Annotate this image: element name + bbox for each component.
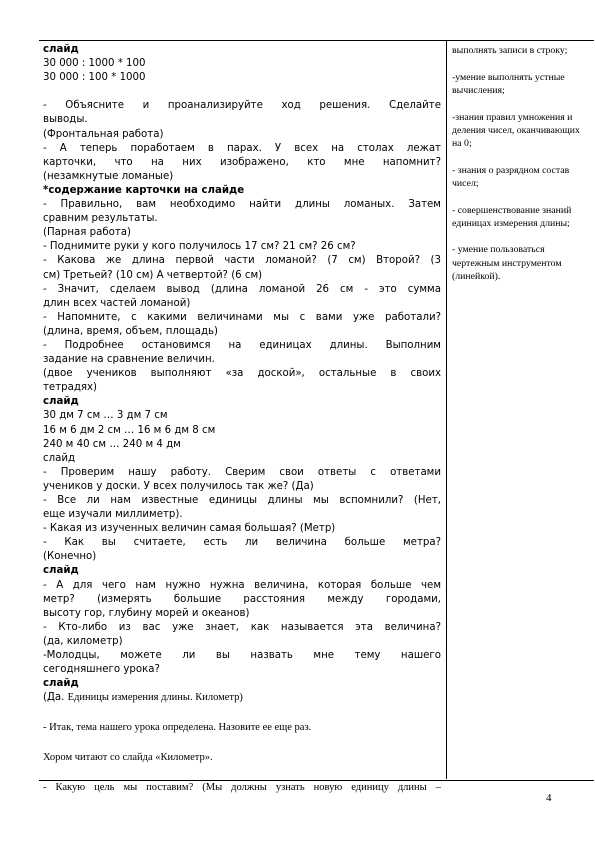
paragraph-prefix: (Да. xyxy=(43,692,68,704)
script-line: 30 000 : 1000 * 100 xyxy=(43,58,146,70)
script-line: еще изучали миллиметр). xyxy=(43,509,183,521)
paragraph-text: - Какую цель мы поставим? (Мы должны узнать новую единицу длины – xyxy=(43,782,441,794)
paragraph-gap xyxy=(43,765,441,781)
slide-heading: слайд xyxy=(43,565,79,577)
skill-item xyxy=(452,243,594,283)
script-line: - Правильно, вам необходимо найти длины ломаных. Затем xyxy=(43,199,441,211)
skill-line: деления чисел, оканчивающих xyxy=(452,124,580,136)
script-line: - Какова же длина первой части ломаной? (7 см) Второй? (3 xyxy=(43,255,441,267)
script-line: учеников у доски. У всех получилось так же? (Да) xyxy=(43,480,314,492)
skill-item xyxy=(452,71,594,97)
script-line: слайд xyxy=(43,452,76,464)
lesson-script-column xyxy=(43,43,441,795)
script-line: 240 м 40 см … 240 м 4 дм xyxy=(43,438,181,450)
skills-column xyxy=(452,44,594,296)
script-line: - Кто-либо из вас уже знает, как называется эта величина? xyxy=(43,621,441,633)
lesson-script-lines xyxy=(43,43,441,691)
skill-line: - совершенствование знаний xyxy=(452,204,572,216)
skill-line: - знания о разрядном состав xyxy=(452,164,570,176)
paragraph-text: - Итак, тема нашего урока определена. Назовите ее еще раз. xyxy=(43,722,312,734)
skill-line: -знания правил умножения и xyxy=(452,111,573,123)
script-line: метр? (измерять большие расстояния между городами, xyxy=(43,593,441,605)
paragraph-text: Хором читают со слайда «Километр». xyxy=(43,752,213,764)
script-line: - Объясните и проанализируйте ход решения. Сделайте xyxy=(43,100,441,112)
skill-item xyxy=(452,204,594,230)
skill-item xyxy=(452,44,594,57)
lesson-script-serif-lines xyxy=(43,691,441,795)
script-line: см) Третьей? (10 см) А четвертой? (6 см) xyxy=(43,269,263,281)
paragraph-gap xyxy=(43,705,441,721)
slide-heading: слайд xyxy=(43,678,79,690)
script-line: длин всех частей ломаной) xyxy=(43,297,191,309)
skill-line: на 0; xyxy=(452,137,472,149)
script-paragraph xyxy=(43,781,441,795)
script-line: (Парная работа) xyxy=(43,227,131,239)
script-line: тетрадях) xyxy=(43,382,98,394)
skill-item xyxy=(452,164,594,190)
script-line: - А для чего нам нужно нужна величина, которая больше чем xyxy=(43,579,441,591)
script-line: (Фронтальная работа) xyxy=(43,128,164,140)
script-line: 30 дм 7 см … 3 дм 7 см xyxy=(43,410,168,422)
script-line: - А теперь поработаем в парах. У всех на столах лежат xyxy=(43,142,441,154)
script-line: - Все ли нам известные единицы длины мы вспомнили? (Нет, xyxy=(43,495,441,506)
script-line: высоту гор, глубину морей и океанов) xyxy=(43,607,250,619)
script-line: (двое учеников выполняют «за доской», остальные в своих xyxy=(43,368,441,380)
slide-heading: слайд xyxy=(43,396,79,408)
script-line: - Какая из изученных величин самая большая? (Метр) xyxy=(43,523,336,535)
column-divider xyxy=(446,40,447,779)
script-line: сравним результаты. xyxy=(43,213,158,225)
script-line: - Напомните, с какими величинами мы с вами уже работали? xyxy=(43,311,441,323)
script-line: -Молодцы, можете ли вы назвать мне тему нашего xyxy=(43,650,441,662)
skill-line: -умение выполнять устные xyxy=(452,71,565,83)
slide-heading: слайд xyxy=(43,44,79,55)
page-number: 4 xyxy=(546,792,552,804)
script-line: карточки, что на них изображено, кто мне напомнит? xyxy=(43,156,441,168)
script-line: 30 000 : 100 * 1000 xyxy=(43,72,146,84)
script-line: 16 м 6 дм 2 см … 16 м 6 дм 8 см xyxy=(43,424,216,436)
skill-line: чертежным инструментом xyxy=(452,257,562,269)
skill-item xyxy=(452,111,594,151)
script-line: (незамкнутые ломаные) xyxy=(43,170,174,182)
script-line: - Значит, сделаем вывод (длина ломаной 26 см - это сумма xyxy=(43,283,441,295)
script-paragraph xyxy=(43,691,441,705)
slide-heading: *содержание карточки на слайде xyxy=(43,184,245,196)
skill-line: единицах измерения длины; xyxy=(452,217,570,229)
skill-line: вычисления; xyxy=(452,84,505,96)
script-line: (Конечно) xyxy=(43,551,97,563)
script-line: задание на сравнение величин. xyxy=(43,354,215,366)
script-line: выводы. xyxy=(43,114,88,126)
skill-line: (линейкой). xyxy=(452,270,501,282)
script-paragraph xyxy=(43,751,441,765)
skill-line: выполнять записи в строку; xyxy=(452,45,568,56)
script-line: - Как вы считаете, есть ли величина больше метра? xyxy=(43,537,441,549)
paragraph-text: Единицы измерения длины. Километр) xyxy=(67,692,243,704)
paragraph-gap xyxy=(43,735,441,751)
script-line: (да, километр) xyxy=(43,635,123,647)
skill-line: - умение пользоваться xyxy=(452,244,545,256)
script-line: - Подробнее остановимся на единицах длины. Выполним xyxy=(43,339,441,351)
script-line: - Поднимите руки у кого получилось 17 см? 21 см? 26 см? xyxy=(43,241,356,253)
script-line: сегодняшнего урока? xyxy=(43,664,160,676)
script-paragraph xyxy=(43,721,441,735)
script-line: - Проверим нашу работу. Сверим свои ответы с ответами xyxy=(43,466,441,478)
blank-line xyxy=(43,85,441,99)
skill-line: чисел; xyxy=(452,177,479,189)
script-line: (длина, время, объем, площадь) xyxy=(43,325,218,337)
